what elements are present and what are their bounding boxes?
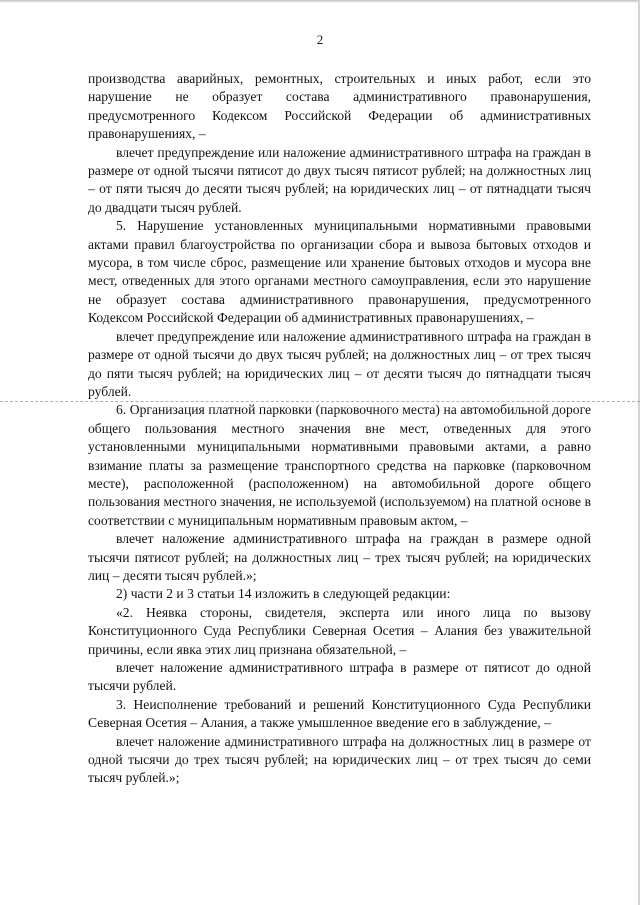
paragraph-penalty-part-2: влечет наложение административного штрафа в размере от пятисот до одной тысячи рублей. <box>88 660 591 694</box>
paragraph-continuation: производства аварийных, ремонтных, строительных и иных работ, если это нарушение не образует состава административного правонарушения, предусмотренного Кодексом Российской Федерации об административных правонарушениях, – <box>88 71 591 142</box>
paragraph-part-3: 3. Неисполнение требований и решений Конституционного Суда Республики Северная Осетия – Алания, а также умышленное введение его в заблуждение, – <box>88 696 591 731</box>
paragraph-amendment-2: 2) части 2 и 3 статьи 14 изложить в следующей редакции: <box>116 586 451 602</box>
paragraph-penalty-5: влечет предупреждение или наложение административного штрафа на граждан в размере от одной тысячи до двух тысяч рублей; на должностных лиц – от трех тысяч до пяти тысяч рублей; на юридических лиц – от десяти тысяч до пятнадцати тысяч рублей. <box>88 328 591 399</box>
paragraph-penalty-4: влечет предупреждение или наложение административного штрафа на граждан в размере от одной тысячи пятисот до двух тысяч пятисот рублей; на должностных лиц – от пяти тысяч до десяти тысяч рублей; на юридических лиц – от пятнадцати тысяч до двадцати тысяч рублей. <box>88 144 591 215</box>
paragraph-item-5: 5. Нарушение установленных муниципальными нормативными правовыми актами правил благоустройства по организации сбора и вывоза бытовых отходов и мусора, в том числе сброс, размещение или хранение бытовых отходов и мусора вне мест, отведенных для этого органами местного самоуправления, если это нарушение не образует состава административного правонарушения, предусмотренного Кодексом Российской Федерации об административных правонарушениях, – <box>88 218 591 326</box>
scan-top-edge <box>0 0 640 3</box>
paragraph-penalty-6: влечет наложение административного штрафа на граждан в размере одной тысячи пятисот рублей; на должностных лиц – трех тысяч рублей; на юридических лиц – десяти тысяч рублей.»; <box>88 531 591 583</box>
page-number: 2 <box>316 32 324 47</box>
paragraph-item-6: 6. Организация платной парковки (парковочного места) на автомобильной дороге общего пользования местного значения вне мест, отведенных для этого установленными муниципальными нормативными правовыми актами, а равно взимание платы за размещение транспортного средства на парковке (парковочном месте), расположенной (расположенном) на автомобильной дороге общего пользования местного значения, не используемой (используемом) на платной основе в соответствии с муниципальным нормативным правовым актом, – <box>88 402 591 528</box>
paragraph-part-2: «2. Неявка стороны, свидетеля, эксперта или иного лица по вызову Конституционного Суда Республики Северная Осетия – Алания без уважительной причины, если явка этих лиц признана обязательной, – <box>88 604 591 657</box>
document-body <box>88 70 591 788</box>
paragraph-penalty-part-3: влечет наложение административного штрафа на должностных лиц в размере от одной тысячи до трех тысяч рублей; на юридических лиц – от трех тысяч до семи тысяч рублей.»; <box>88 733 591 786</box>
